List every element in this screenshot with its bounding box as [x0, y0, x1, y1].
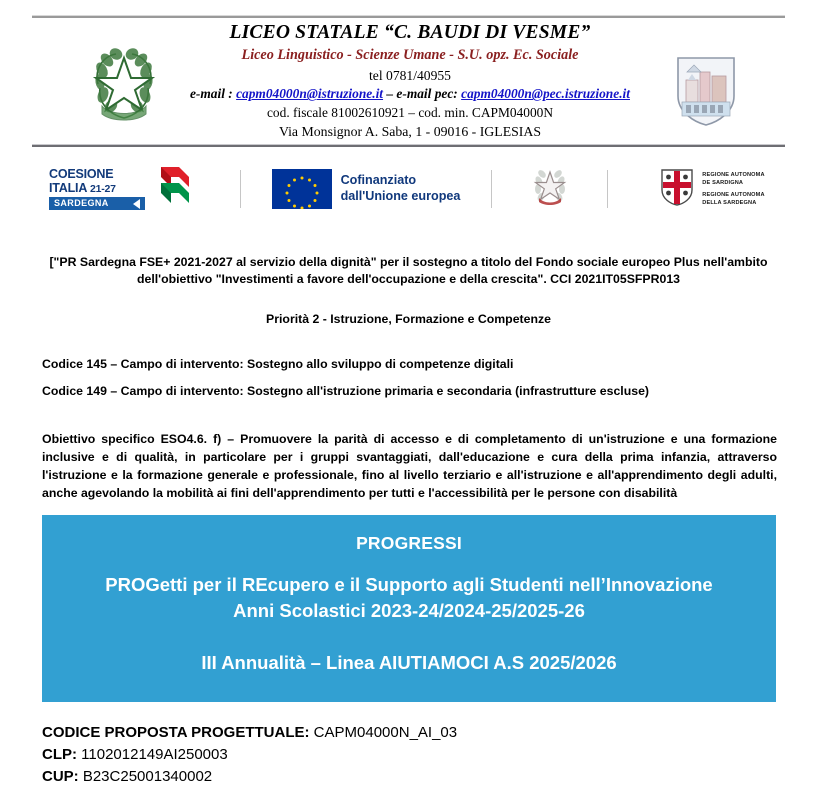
- banner-annualita-line: III Annualità – Linea AIUTIAMOCI A.S 2025/2026: [201, 652, 617, 674]
- coesione-line1: COESIONE: [49, 167, 114, 181]
- letterhead-divider: [32, 144, 785, 147]
- codice-proposta-row: [42, 722, 782, 744]
- email-pec-link[interactable]: capm04000n@pec.istruzione.it: [461, 86, 630, 102]
- ras-line3: REGIONE AUTONOMA: [702, 191, 765, 198]
- document-body: [0, 232, 817, 502]
- school-name: LICEO STATALE “C. BAUDI DI VESME”: [229, 22, 591, 43]
- logo-regione-sardegna: [608, 160, 816, 218]
- banner-heading: PROGRESSI: [356, 533, 462, 553]
- coesione-years: 21-27: [89, 182, 116, 195]
- letterhead-text: [150, 22, 670, 141]
- banner-subtitle-line1: PROGetti per il REcupero e il Supporto agli Studenti nell’Innovazione: [105, 573, 713, 595]
- coesione-region-badge: [49, 197, 145, 210]
- emblema-repubblica-icon: [532, 167, 568, 212]
- ras-line4: DELLA SARDEGNA: [702, 199, 757, 206]
- cup-label: CUP:: [42, 767, 79, 785]
- priorita-line: Priorità 2 - Istruzione, Formazione e Competenze: [266, 311, 551, 326]
- email-link[interactable]: capm04000n@istruzione.it: [236, 86, 384, 102]
- codice-proposta-value: CAPM04000N_AI_03: [309, 724, 458, 741]
- school-email-line: [150, 85, 670, 102]
- logo-unione-europea: [241, 160, 491, 218]
- school-telephone: tel 0781/40955: [369, 67, 451, 83]
- logo-coesione-italia: [0, 160, 240, 218]
- funding-logos-strip: [0, 160, 817, 218]
- progressi-banner: [42, 515, 776, 702]
- stemma-liceo-icon: [672, 52, 740, 128]
- programme-intro-paragraph: ["PR Sardegna FSE+ 2021-2027 al servizio della dignità" per il sostegno a titolo del Fondo sociale europeo Plus nell'ambito dell'obiettivo "Investimenti a favore dell'occupazione e della crescita". CCI 2021IT05SFPR013: [49, 255, 768, 287]
- top-divider: [32, 15, 785, 18]
- clp-value: 1102012149AI250003: [77, 745, 228, 763]
- school-courses: Liceo Linguistico - Scienze Umane - S.U. opz. Ec. Sociale: [241, 47, 579, 64]
- banner-subtitle: [42, 555, 776, 625]
- banner-subtitle-line2: Anni Scolastici 2023-24/2024-25/2025-26: [233, 600, 585, 622]
- email-separator: –: [383, 86, 397, 102]
- eu-text-line2: dall'Unione europea: [340, 189, 461, 203]
- cup-value: B23C25001340002: [78, 767, 213, 785]
- clp-row: [42, 744, 782, 766]
- project-codes-block: [42, 722, 782, 787]
- codice-145: Codice 145 – Campo di intervento: Sostegno allo sviluppo di competenze digitali: [42, 357, 514, 372]
- logo-repubblica-italiana: [492, 160, 607, 218]
- codice-proposta-label: CODICE PROPOSTA PROGETTUALE:: [42, 724, 310, 741]
- obiettivo-specifico-paragraph: Obiettivo specifico ESO4.6. f) – Promuovere la parità di accesso e di completamento di un'istruzione e una formazione inclusive e di qualità, in particolare per i gruppi svantaggiati, dall'educazione e cura della prima infanzia, attraverso l'istruzione e la formazione generale e professionale, fino al livello terziario e all'istruzione e all'apprendimento degli adulti, anche agevolando la mobilità ai fini dell'apprendimento per tutti e l'accessibilità per le persone con disabilità: [42, 432, 777, 500]
- codice-149: Codice 149 – Campo di intervento: Sostegno all'istruzione primaria e secondaria (infrastrutture escluse): [42, 383, 649, 398]
- chevron-left-icon: [133, 199, 140, 209]
- intervention-codes: [42, 328, 762, 409]
- coesione-line2: ITALIA: [49, 180, 87, 195]
- ras-line1: REGIONE AUTONOMA: [702, 172, 765, 179]
- eu-flag-icon: [272, 169, 332, 209]
- email-pec-label: e-mail pec:: [396, 86, 462, 102]
- ras-line2: DE SARDIGNA: [702, 180, 744, 187]
- email-label: e-mail :: [189, 86, 237, 102]
- coesione-region-label: SARDEGNA: [54, 198, 109, 208]
- clp-label: CLP:: [42, 745, 77, 763]
- school-fiscal-codes: cod. fiscale 81002610921 – cod. min. CAPM04000N: [266, 104, 553, 120]
- eu-text-line1: Cofinanziato: [340, 173, 417, 188]
- stemma-sardegna-icon: [659, 167, 695, 212]
- coesione-arrow-icon: [149, 165, 191, 214]
- cup-row: [42, 766, 782, 788]
- letterhead: [0, 22, 817, 142]
- school-address: Via Monsignor A. Saba, 1 - 09016 - IGLESIAS: [278, 123, 542, 139]
